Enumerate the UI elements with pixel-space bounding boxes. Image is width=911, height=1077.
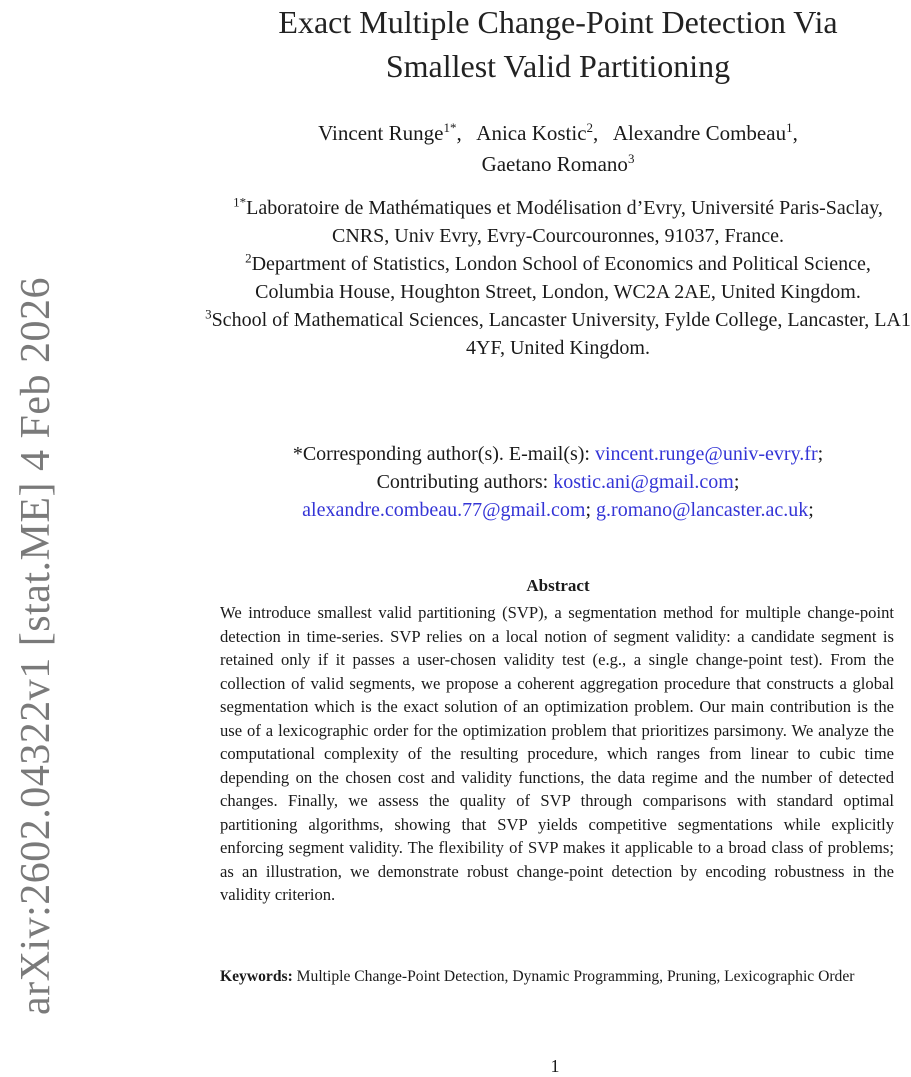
author-sep: , xyxy=(456,121,473,145)
author-name: Anica Kostic xyxy=(476,121,587,145)
corresponding-line xyxy=(205,440,911,468)
email-separator: ; xyxy=(733,471,740,493)
email-link[interactable]: kostic.ani@gmail.com xyxy=(553,471,734,493)
affiliation xyxy=(205,194,911,250)
author-name: Alexandre Combeau xyxy=(612,121,787,145)
affiliation-text: School of Mathematical Sciences, Lancaster University, Fylde College, Lancaster, LA1 4YF, United Kingdom. xyxy=(211,309,911,359)
affiliation-text: Laboratoire de Mathématiques et Modélisation d’Evry, Université Paris-Saclay, CNRS, Univ Evry, Evry-Courcouronnes, 91037, France. xyxy=(246,197,883,247)
author-name: Vincent Runge xyxy=(318,121,444,145)
affiliation xyxy=(205,306,911,362)
email-separator: ; xyxy=(808,499,814,521)
affiliation-list xyxy=(205,194,911,362)
title-line-2: Smallest Valid Partitioning xyxy=(385,48,731,84)
author-line-2 xyxy=(205,149,911,180)
author-mark: 1 xyxy=(786,120,793,135)
abstract-text: We introduce smallest valid partitioning (SVP), a segmentation method for multiple change-point detection in time-series. SVP relies on a local notion of segment validity: a candidate segment is retained only if it passes a user-chosen validity test (e.g., a single change-point test). From the collection of valid segments, we propose a coherent aggregation procedure that constructs a global segmentation which is the exact solution of an optimization problem. Our main contribution is the use of a lexicographic order for the optimization problem that prioritizes parsimony. We analyze the computational complexity of the resulting procedure, which ranges from linear to cubic time depending on the chosen cost and validity functions, the data regime and the number of detected changes. Finally, we assess the quality of SVP through comparisons with standard optimal partitioning algorithms, showing that SVP yields competitive segmentations while explicitly enforcing segment validity. The flexibility of SVP makes it applicable to a broad class of problems; as an illustration, we demonstrate robust change-point detection by encoding robustness in the validity criterion. xyxy=(220,603,894,904)
contributing-line xyxy=(205,468,911,496)
paper-title xyxy=(205,0,911,88)
corresponding-email-link[interactable]: vincent.runge@univ-evry.fr xyxy=(595,443,818,465)
affiliation-text: Department of Statistics, London School of Economics and Political Science, Columbia House, Houghton Street, London, WC2A 2AE, United Kingdom. xyxy=(251,253,871,303)
corresponding-label: *Corresponding author(s). E-mail(s): xyxy=(292,443,590,465)
page-number: 1 xyxy=(550,1056,560,1076)
author-name: Gaetano Romano xyxy=(481,152,628,176)
author-mark: 2 xyxy=(586,120,594,135)
contact-block xyxy=(205,440,911,524)
email-link[interactable]: alexandre.combeau.77@gmail.com xyxy=(302,499,586,521)
author-line-1 xyxy=(205,118,911,149)
keywords-label: Keywords: xyxy=(220,968,293,985)
affiliation-mark: 1* xyxy=(233,194,247,210)
contributing-label: Contributing authors: xyxy=(376,471,549,493)
contributing-line-2 xyxy=(205,496,911,524)
author-mark: 1* xyxy=(443,120,457,135)
author-sep: , xyxy=(593,121,609,145)
arxiv-identifier: arXiv:2602.04322v1 [stat.ME] 4 Feb 2026 xyxy=(13,276,59,1016)
author-sep: , xyxy=(792,121,798,145)
author-list xyxy=(205,118,911,180)
email-link[interactable]: g.romano@lancaster.ac.uk xyxy=(596,499,809,521)
affiliation xyxy=(205,250,911,306)
keywords-text: Multiple Change-Point Detection, Dynamic Programming, Pruning, Lexicographic Order xyxy=(296,968,855,985)
abstract-heading: Abstract xyxy=(526,576,590,595)
title-line-1: Exact Multiple Change-Point Detection Via xyxy=(278,4,838,40)
email-separator: ; xyxy=(585,499,592,521)
keywords xyxy=(220,967,894,987)
affiliation-mark: 2 xyxy=(245,250,252,266)
email-separator: ; xyxy=(817,443,824,465)
affiliation-mark: 3 xyxy=(205,306,212,322)
author-mark: 3 xyxy=(627,151,635,166)
